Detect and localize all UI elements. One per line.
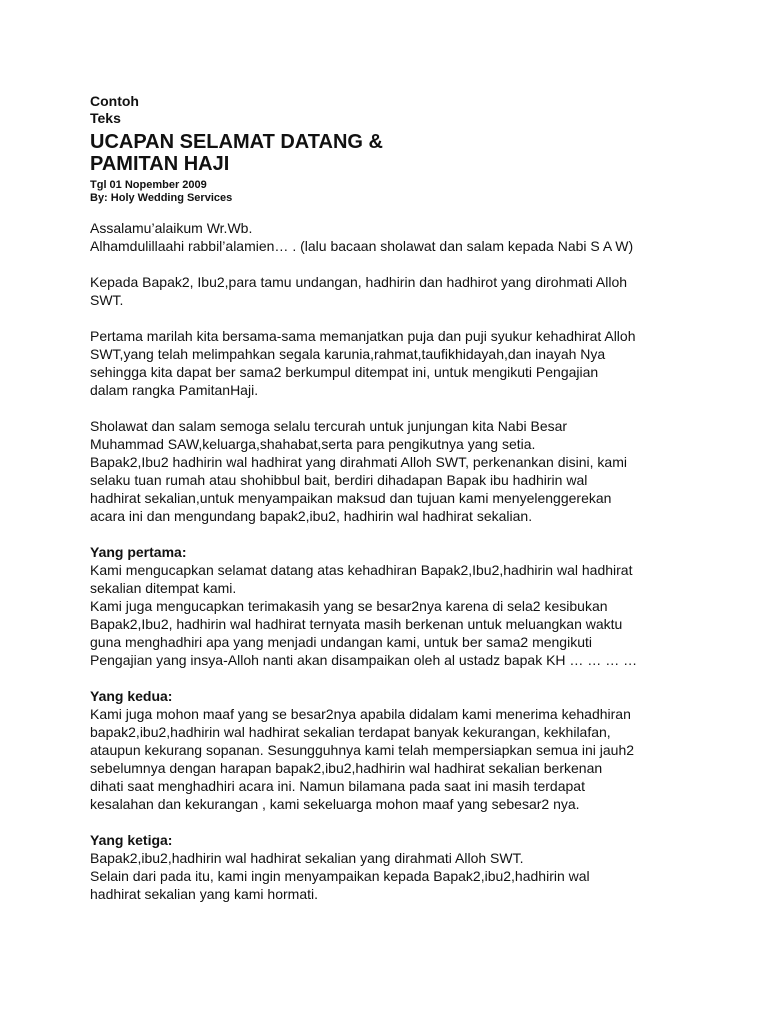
section-heading-ketiga: Yang ketiga: [90,832,173,848]
text-line: Bapak2,ibu2,hadhirin wal hadhirat sekalian yang dirahmati Alloh SWT. [90,850,524,866]
paragraph-2 [90,417,690,525]
text-line: SWT,yang telah melimpahkan segala karunia,rahmat,taufikhidayah,dan inayah Nya [90,346,606,362]
text-line: hadhirat sekalian yang kami hormati. [90,886,319,902]
text-line: Assalamu’alaikum Wr.Wb. [90,220,253,236]
text-line: selaku tuan rumah atau shohibbul bait, berdiri dihadapan Bapak ibu hadhirin wal [90,472,588,488]
text-line: Kami juga mohon maaf yang se besar2nya apabila didalam kami menerima kehadhiran [90,706,631,722]
section-ketiga-text [90,849,690,903]
document-date: Tgl 01 Nopember 2009 [90,179,207,191]
text-line: kesalahan dan kekurangan , kami sekeluarga mohon maaf yang sebesar2 nya. [90,796,580,812]
document-content [90,93,690,903]
text-line: Pengajian yang insya-Alloh nanti akan disampaikan oleh al ustadz bapak KH … … … … [90,652,638,668]
section-pertama-text [90,561,690,669]
text-line: dihati saat menghadhiri acara ini. Namun bilamana pada saat ini masih terdapat [90,778,585,794]
text-line: Muhammad SAW,keluarga,shahabat,serta para pengikutnya yang setia. [90,436,536,452]
text-line: sekalian ditempat kami. [90,580,237,596]
label-teks: Teks [90,110,121,126]
text-line: acara ini dan mengundang bapak2,ibu2, hadhirin wal hadhirat sekalian. [90,508,533,524]
label-contoh: Contoh [90,93,139,109]
text-line: Kami juga mengucapkan terimakasih yang se besar2nya karena di sela2 kesibukan [90,598,608,614]
text-line: Alhamdulillaahi rabbil’alamien… . (lalu bacaan sholawat dan salam kepada Nabi S A W) [90,238,634,254]
text-line: sebelumnya dengan harapan bapak2,ibu2,hadhirin wal hadhirat sekalian berkenan [90,760,603,776]
text-line: Selain dari pada itu, kami ingin menyampaikan kepada Bapak2,ibu2,hadhirin wal [90,868,590,884]
document-title-line-2: PAMITAN HAJI [90,153,230,175]
address-paragraph [90,273,690,309]
paragraph-1 [90,327,690,399]
text-line: Bapak2,Ibu2, hadhirin wal hadhirat ternyata masih berkenan untuk meluangkan waktu [90,616,623,632]
text-line: Bapak2,Ibu2 hadhirin wal hadhirat yang dirahmati Alloh SWT, perkenankan disini, kami [90,454,627,470]
document-author: By: Holy Wedding Services [90,192,233,204]
document-title-line-1: UCAPAN SELAMAT DATANG & [90,131,383,153]
text-line: dalam rangka PamitanHaji. [90,382,259,398]
greeting-paragraph [90,219,690,255]
section-heading-kedua: Yang kedua: [90,688,173,704]
text-line: Sholawat dan salam semoga selalu tercurah untuk junjungan kita Nabi Besar [90,418,568,434]
text-line: ataupun kekurang sopanan. Sesungguhnya kami telah mempersiapkan semua ini jauh2 [90,742,635,758]
text-line: Pertama marilah kita bersama-sama memanjatkan puja dan puji syukur kehadhirat Alloh [90,328,636,344]
text-line: guna menghadhiri apa yang menjadi undangan kami, untuk ber sama2 mengikuti [90,634,592,650]
section-heading-pertama: Yang pertama: [90,544,187,560]
text-line: SWT. [90,292,124,308]
text-line: sehingga kita dapat ber sama2 berkumpul ditempat ini, untuk mengikuti Pengajian [90,364,599,380]
text-line: bapak2,ibu2,hadhirin wal hadhirat sekalian terdapat banyak kekurangan, kekhilafan, [90,724,611,740]
text-line: Kepada Bapak2, Ibu2,para tamu undangan, hadhirin dan hadhirot yang dirohmati Alloh [90,274,628,290]
section-kedua-text [90,705,690,813]
text-line: hadhirat sekalian,untuk menyampaikan maksud dan tujuan kami menyelenggerekan [90,490,612,506]
text-line: Kami mengucapkan selamat datang atas kehadhiran Bapak2,Ibu2,hadhirin wal hadhirat [90,562,633,578]
